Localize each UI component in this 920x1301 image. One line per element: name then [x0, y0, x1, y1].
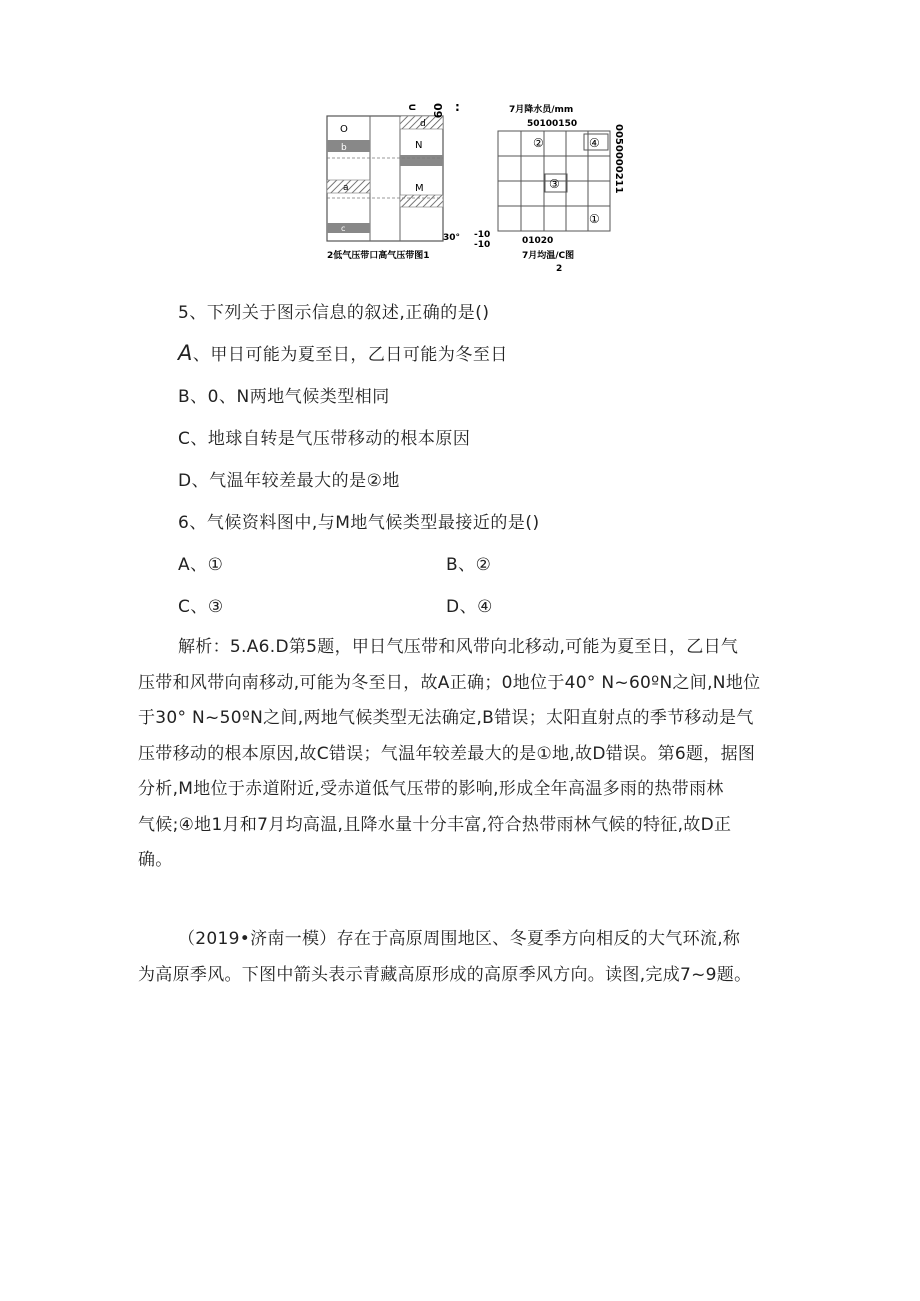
fig2-xlabel: 7月均温/C图	[522, 251, 575, 261]
label-d: d	[420, 119, 426, 129]
fig2-xticks: 01020	[522, 236, 554, 246]
fig2-yticks: 50100150	[527, 119, 578, 129]
top-label-2: 09	[431, 103, 444, 119]
belt-c	[327, 223, 370, 233]
q5-option-a	[178, 340, 508, 365]
marker-4: ④	[589, 136, 600, 150]
fig2-left-tick-1: -10	[474, 230, 491, 240]
analysis-line: 解析：5.A6.D第5题，甲日气压带和风带向北移动,可能为夏至日，乙日气	[178, 637, 739, 657]
label-c: c	[341, 224, 346, 233]
label-a: a	[343, 183, 349, 193]
belt-m-band	[400, 195, 443, 207]
q6-stem: 6、气候资料图中,与M地气候类型最接近的是()	[178, 513, 540, 533]
fig2-right-label: 0050000211	[613, 124, 624, 194]
intro-paragraph	[138, 922, 798, 993]
q6-option-d: D、④	[446, 597, 493, 617]
q6-option-c: C、③	[178, 597, 224, 617]
figure1-caption: 2低气压带口高气压带图1	[327, 251, 430, 261]
fig2-left-tick-2: -10	[474, 240, 491, 250]
figure1-pressure-belts	[327, 100, 460, 261]
fig2-ylabel: 7月降水员/mm	[509, 105, 574, 115]
lat-label: 30°	[443, 233, 461, 243]
analysis-paragraph	[138, 630, 798, 879]
belt-b	[327, 140, 370, 152]
figure2-climate-chart	[474, 103, 624, 274]
top-label-3: :	[455, 100, 460, 114]
q6-option-a: A、①	[178, 555, 224, 575]
marker-2: ②	[533, 136, 544, 150]
label-O: O	[340, 124, 348, 135]
analysis-line: 压带和风带向南移动,可能为冬至日，故A正确；0地位于40° N~60ºN之间,N地位	[138, 672, 761, 693]
q5-option-d: D、气温年较差最大的是②地	[178, 471, 400, 491]
climate-figures	[0, 0, 920, 290]
q6-option-b: B、②	[446, 555, 492, 575]
analysis-line: 确。	[138, 850, 173, 870]
q5-option-b: B、0、N两地气候类型相同	[178, 387, 390, 407]
q5-option-a-letter: A	[178, 341, 193, 365]
label-b: b	[341, 143, 347, 153]
top-label-1: ∪	[406, 103, 419, 112]
intro-line: 为高原季风。下图中箭头表示青藏高原形成的高原季风方向。读图,完成7~9题。	[138, 964, 752, 985]
q5-option-c: C、地球自转是气压带移动的根本原因	[178, 429, 471, 449]
belt-n-band	[400, 155, 443, 166]
analysis-line: 压带移动的根本原因,故C错误；气温年较差最大的是①地,故D错误。第6题，据图	[138, 743, 756, 764]
q5-stem: 5、下列关于图示信息的叙述,正确的是()	[178, 303, 490, 323]
analysis-line: 于30° N~50ºN之间,两地气候类型无法确定,B错误；太阳直射点的季节移动是气	[138, 708, 754, 728]
fig2-num: 2	[556, 264, 563, 274]
intro-line: （2019•济南一模）存在于高原周围地区、冬夏季方向相反的大气环流,称	[178, 929, 741, 949]
analysis-line: 分析,M地位于赤道附近,受赤道低气压带的影响,形成全年高温多雨的热带雨林	[138, 779, 724, 799]
q5-option-a-text: 、甲日可能为夏至日，乙日可能为冬至日	[192, 345, 508, 365]
marker-3: ③	[549, 177, 560, 191]
label-M: M	[415, 183, 424, 194]
analysis-line: 气候;④地1月和7月均高温,且降水量十分丰富,符合热带雨林气候的特征,故D正	[138, 814, 732, 835]
marker-1: ①	[589, 212, 600, 226]
label-N: N	[415, 140, 423, 151]
